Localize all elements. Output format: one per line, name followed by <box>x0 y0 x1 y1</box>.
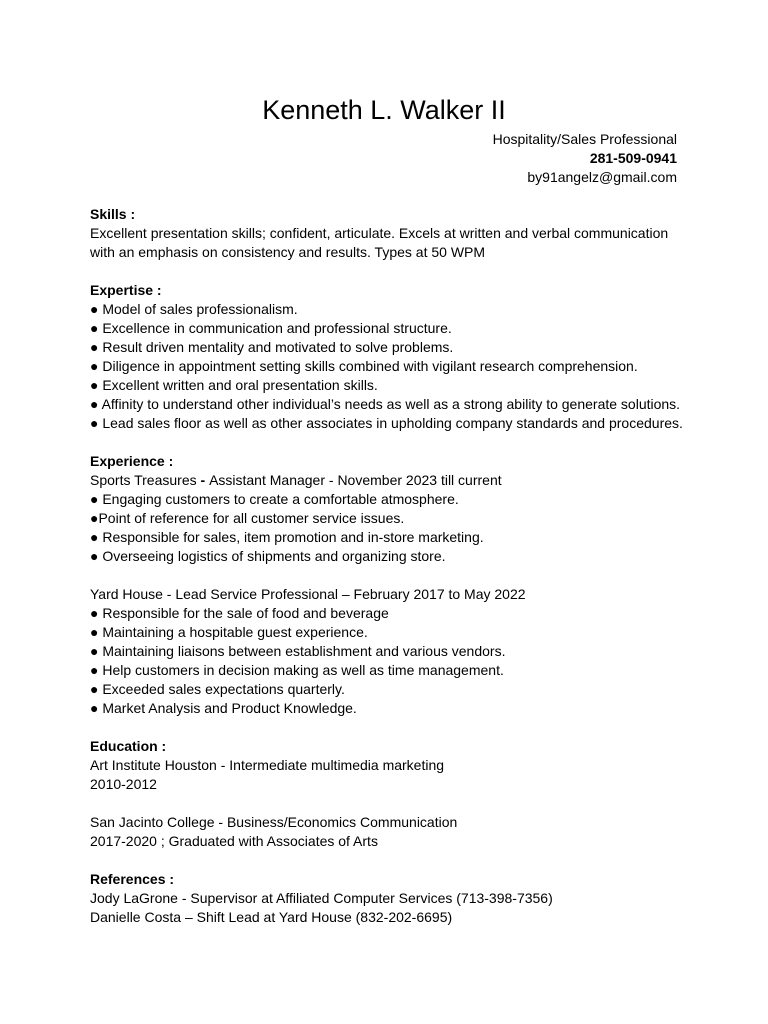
job-separator: - <box>196 472 210 488</box>
expertise-item: ● Excellent written and oral presentation skills. <box>90 377 378 393</box>
expertise-item: ● Lead sales floor as well as other associates in upholding company standards and procedures. <box>90 415 683 431</box>
school-dates: 2010-2012 <box>90 776 157 792</box>
job-title-line: Yard House - Lead Service Professional – February 2017 to May 2022 <box>90 586 526 602</box>
email-address: by91angelz@gmail.com <box>527 169 677 185</box>
school-line: San Jacinto College - Business/Economics Communication <box>90 814 458 830</box>
phone-number: 281-509-0941 <box>589 150 677 166</box>
expertise-item: ● Model of sales professionalism. <box>90 301 298 317</box>
skills-line: Excellent presentation skills; confident, articulate. Excels at written and verbal communication <box>90 225 669 241</box>
job-duty: ● Responsible for the sale of food and beverage <box>90 605 389 621</box>
expertise-item: ● Excellence in communication and professional structure. <box>90 320 452 336</box>
skills-line: with an emphasis on consistency and results. Types at 50 WPM <box>90 244 486 260</box>
skills-heading: Skills : <box>90 206 136 222</box>
job-company: Sports Treasures <box>90 472 197 488</box>
job-title: Hospitality/Sales Professional <box>492 131 677 147</box>
job-duty: ● Maintaining a hospitable guest experience. <box>90 624 368 640</box>
references-heading: References : <box>90 871 175 887</box>
job-duty: ● Exceeded sales expectations quarterly. <box>90 681 345 697</box>
expertise-item: ● Result driven mentality and motivated to solve problems. <box>90 339 454 355</box>
reference-item: Jody LaGrone - Supervisor at Affiliated Computer Services (713-398-7356) <box>90 890 553 906</box>
expertise-item: ● Affinity to understand other individual’s needs as well as a strong ability to generate solutions. <box>90 396 681 412</box>
contact-block <box>493 130 677 187</box>
expertise-item: ● Diligence in appointment setting skills combined with vigilant research comprehension. <box>90 358 638 374</box>
job-role: Assistant Manager - November 2023 till current <box>209 472 502 488</box>
job-duty: ● Maintaining liaisons between establishment and various vendors. <box>90 643 506 659</box>
job-title-line <box>90 471 690 490</box>
job-duty: ●Point of reference for all customer service issues. <box>90 510 405 526</box>
job-duty: ● Responsible for sales, item promotion and in-store marketing. <box>90 529 484 545</box>
job-duty: ● Market Analysis and Product Knowledge. <box>90 700 357 716</box>
school-line: Art Institute Houston - Intermediate multimedia marketing <box>90 757 445 773</box>
experience-heading: Experience : <box>90 453 174 469</box>
job-duty: ● Help customers in decision making as well as time management. <box>90 662 504 678</box>
job-duty: ● Engaging customers to create a comfortable atmosphere. <box>90 491 459 507</box>
education-heading: Education : <box>90 738 167 754</box>
resume-body <box>90 205 690 927</box>
school-dates: 2017-2020 ; Graduated with Associates of Arts <box>90 833 378 849</box>
expertise-heading: Expertise : <box>90 282 162 298</box>
reference-item: Danielle Costa – Shift Lead at Yard House (832-202-6695) <box>90 909 453 925</box>
job-duty: ● Overseeing logistics of shipments and organizing store. <box>90 548 446 564</box>
resume-name: Kenneth L. Walker II <box>262 95 506 125</box>
